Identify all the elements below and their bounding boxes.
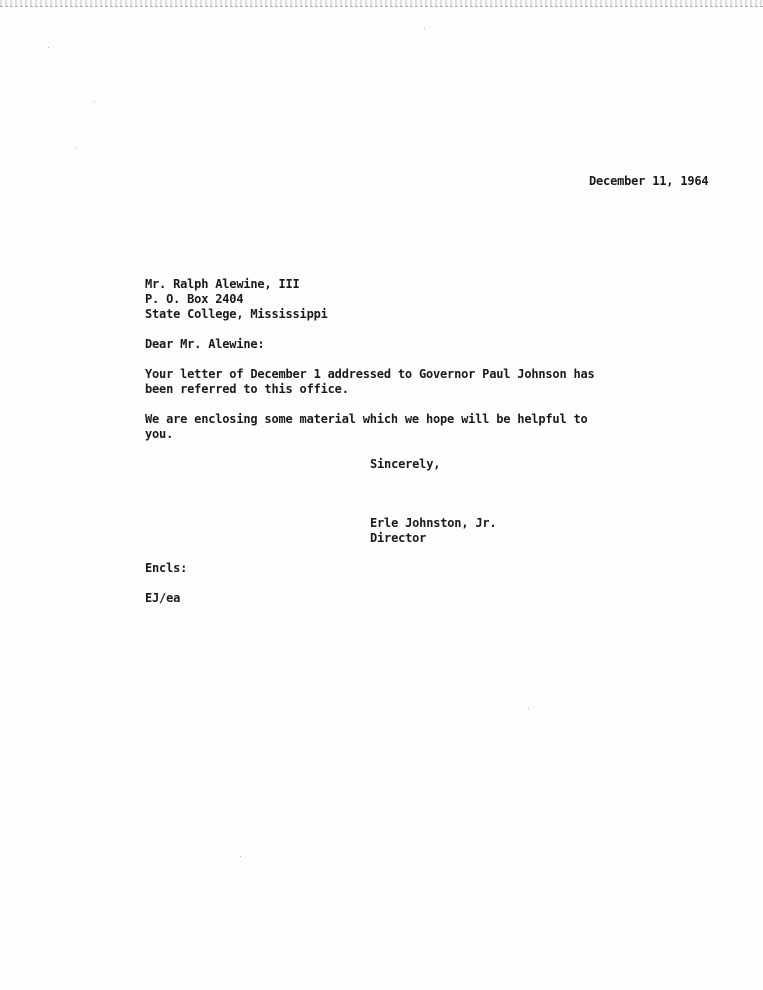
recipient-address-line2: State College, Mississippi [145,307,328,321]
scan-speck [76,148,77,149]
enclosure-notation: Encls: [145,561,188,575]
reference-initials: EJ/ea [145,591,181,605]
signer-name: Erle Johnston, Jr. [370,516,497,530]
paragraph-2-line-1: We are enclosing some material which we hope will be helpful to [145,412,588,426]
scan-speck [48,47,49,48]
page-torn-edge [0,0,763,7]
scan-speck [424,28,425,29]
paragraph-1-line-1: Your letter of December 1 addressed to Governor Paul Johnson has [145,367,595,381]
paragraph-1-line-2: been referred to this office. [145,382,349,396]
paragraph-2-line-2: you. [145,427,174,441]
signer-title: Director [370,531,427,545]
letter-date: December 11, 1964 [589,174,709,188]
scan-speck [240,856,241,857]
scan-speck [528,708,529,709]
recipient-address-line1: P. O. Box 2404 [145,292,244,306]
recipient-name: Mr. Ralph Alewine, III [145,277,300,291]
closing: Sincerely, [370,457,441,471]
salutation: Dear Mr. Alewine: [145,337,265,351]
scan-speck [94,101,95,102]
